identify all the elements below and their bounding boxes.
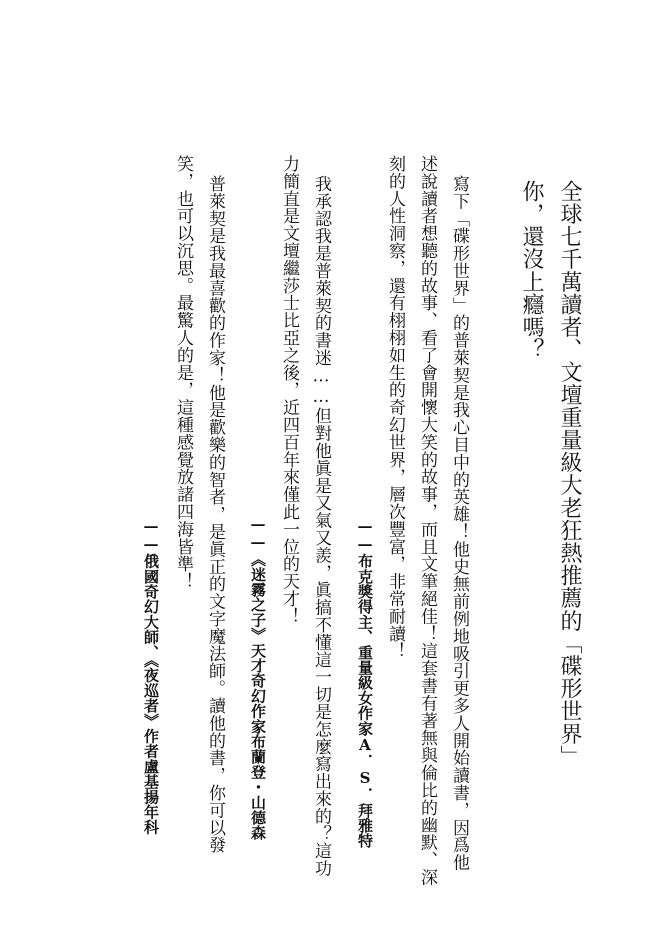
- endorsement-2-line-1: 我承認我是普萊契的書迷……但對他眞是又氣又羨，眞搞不懂這一切是怎麼寫出來的？這功: [311, 175, 331, 877]
- endorsement-2-attribution: ——《迷霧之子》天才奇幻作家布蘭登・山德森: [249, 515, 267, 841]
- headline-line-1: 全球七千萬讀者、文壇重量級大老狂熱推薦的「碟形世界」: [557, 180, 582, 768]
- endorsement-1-line-3: 刻的人性洞察，還有栩栩如生的奇幻世界，層次豐富，非常耐讀！: [385, 155, 405, 660]
- endorsement-1-line-1: 寫下「碟形世界」的普萊契是我心目中的英雄！他史無前例地吸引更多人開始讀書，因爲他: [449, 175, 469, 871]
- endorsement-3-line-2: 笑，也可以沉思。最驚人的是，這種感覺放諸四海皆準！: [173, 155, 193, 590]
- endorsement-2-line-2: 力簡直是文壇繼莎士比亞之後，近四百年來僅此一位的天才！: [279, 155, 299, 625]
- endorsement-3-attribution: ——俄國奇幻大師、《夜巡者》作者盧基揚年科: [142, 517, 160, 835]
- endorsement-1-line-2: 述說讀者想聽的故事、看了會開懷大笑的故事，而且文筆絕佳！這套書有著無與倫比的幽默、深: [417, 155, 437, 886]
- endorsement-1-attribution: ——布克獎得主、重量級女作家A．S．拜雅特: [356, 517, 374, 849]
- headline-line-2: 你，還沒上癮嗎？: [519, 180, 544, 361]
- endorsement-3-line-1: 普萊契是我最喜歡的作家！他是歡樂的智者，是眞正的文字魔法師。讀他的書，你可以發: [205, 175, 225, 854]
